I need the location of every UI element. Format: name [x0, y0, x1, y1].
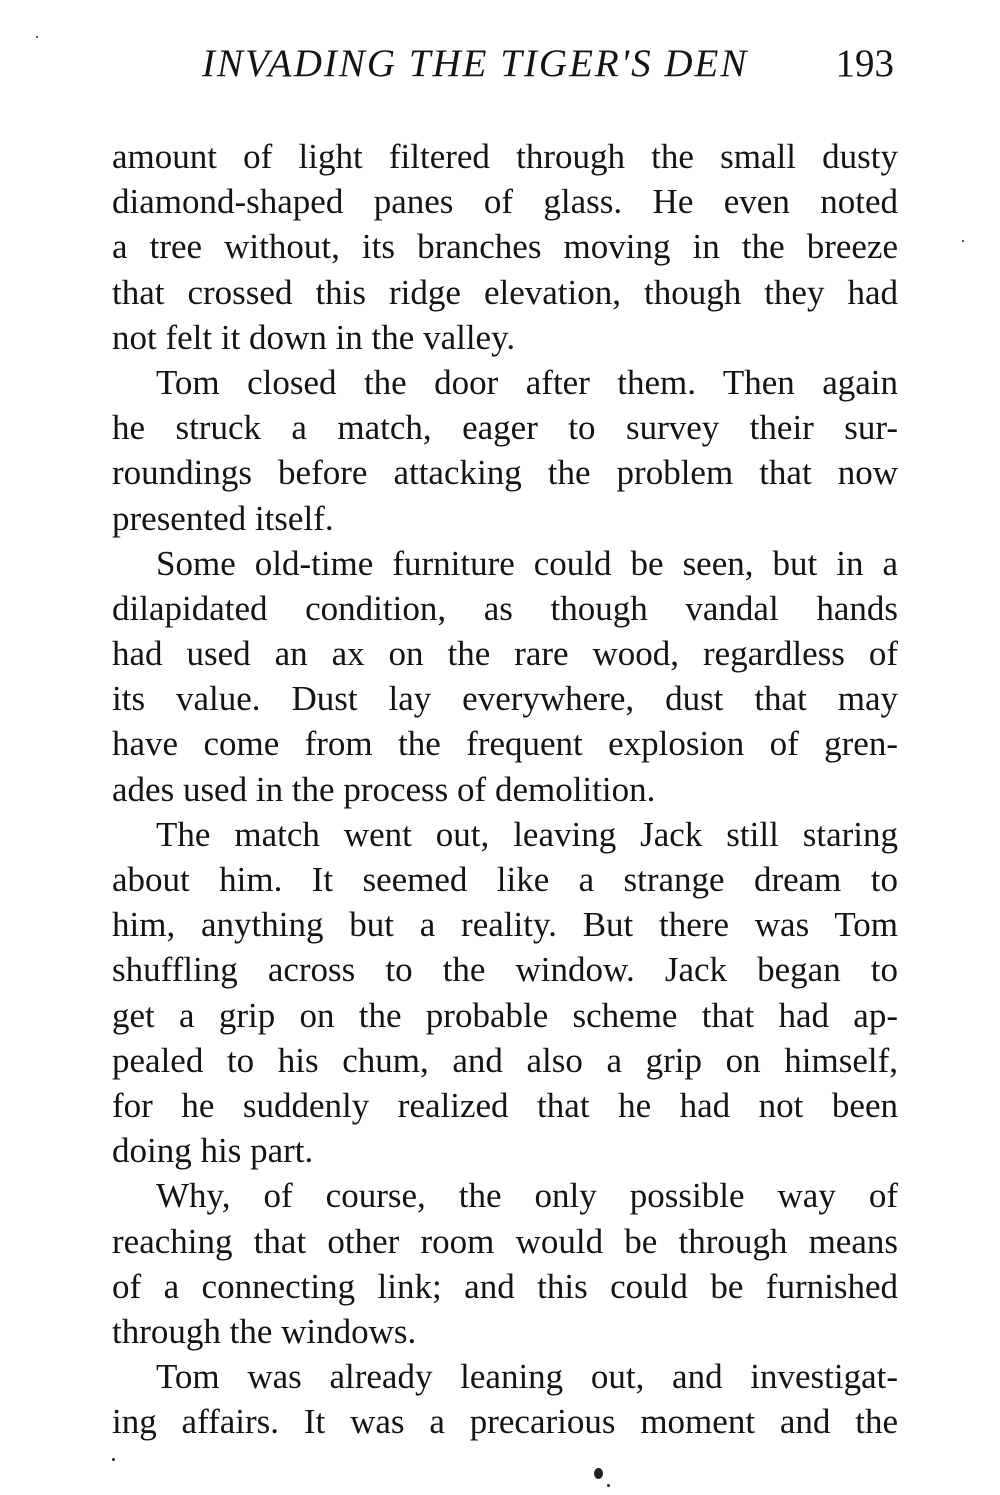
body-text [112, 134, 898, 1444]
text-line: shuffling across to the window. Jack began to [112, 950, 898, 990]
text-line: amount of light filtered through the small dusty [112, 137, 898, 176]
text-line: dilapidated condition, as though vandal hands [112, 588, 898, 628]
text-line: diamond-shaped panes of glass. He even noted [112, 182, 898, 222]
text-line: doing his part. [112, 1131, 314, 1171]
page-number: 193 [835, 42, 894, 85]
text-line: him, anything but a reality. But there was Tom [112, 905, 898, 945]
text-line: Some old-time furniture could be seen, but in a [156, 543, 898, 583]
text-line: of a connecting link; and this could be furnished [112, 1266, 898, 1306]
text-line: reaching that other room would be through means [112, 1221, 898, 1261]
text-line: not felt it down in the valley. [112, 317, 516, 357]
text-line: Tom closed the door after them. Then again [156, 362, 898, 402]
text-line: a tree without, its branches moving in the breeze [112, 227, 898, 267]
text-line: presented itself. [112, 498, 334, 538]
text-line: he struck a match, eager to survey their sur- [112, 408, 898, 448]
text-line: about him. It seemed like a strange dream to [112, 860, 898, 899]
text-line: roundings before attacking the problem that now [112, 453, 898, 493]
ink-speck [594, 1468, 603, 1479]
text-line: Tom was already leaning out, and investigat- [156, 1357, 898, 1397]
text-line: ades used in the process of demolition. [112, 769, 656, 809]
text-line: The match went out, leaving Jack still staring [156, 814, 898, 854]
ink-speck [962, 240, 964, 242]
running-head [110, 36, 900, 92]
text-line: ing affairs. It was a precarious moment and the [112, 1402, 898, 1442]
text-line: get a grip on the probable scheme that had ap- [112, 995, 898, 1035]
running-title: INVADING THE TIGER'S DEN [202, 42, 749, 85]
text-line: for he suddenly realized that he had not been [112, 1085, 898, 1125]
text-line: that crossed this ridge elevation, though they had [112, 272, 898, 312]
ink-speck [112, 1458, 115, 1461]
text-line: Why, of course, the only possible way of [156, 1176, 898, 1216]
text-line: had used an ax on the rare wood, regardless of [112, 634, 898, 674]
text-line: its value. Dust lay everywhere, dust that may [112, 679, 898, 719]
text-line: have come from the frequent explosion of gren- [112, 724, 898, 764]
ink-speck [36, 36, 38, 38]
ink-speck [607, 1484, 610, 1487]
text-line: through the windows. [112, 1311, 417, 1351]
text-line: pealed to his chum, and also a grip on himself, [112, 1040, 898, 1080]
